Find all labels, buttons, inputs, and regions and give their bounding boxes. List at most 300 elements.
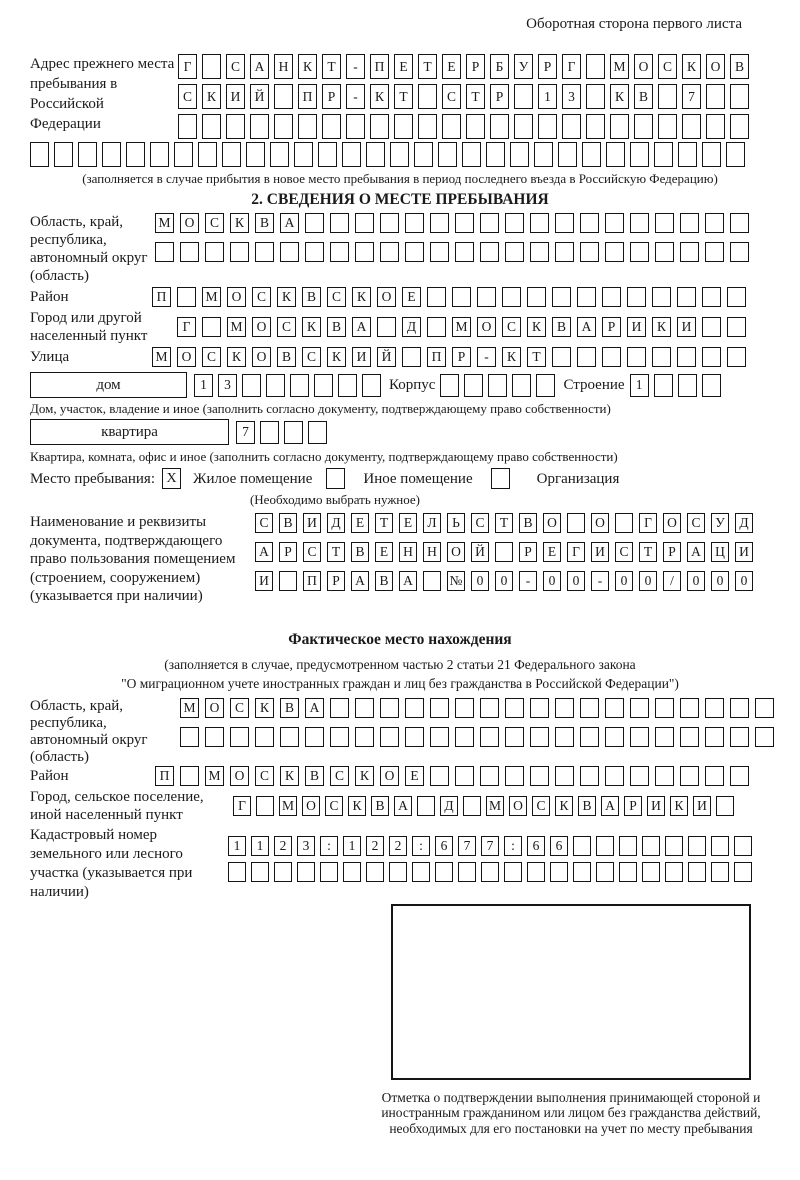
char-cell[interactable] [680, 766, 699, 786]
char-cell[interactable] [202, 54, 221, 79]
char-cell[interactable]: : [504, 836, 522, 856]
char-cell[interactable]: В [552, 317, 571, 337]
char-cell[interactable] [438, 142, 457, 167]
char-cell[interactable]: 0 [687, 571, 705, 591]
char-cell[interactable] [642, 836, 660, 856]
char-cell[interactable]: П [303, 571, 321, 591]
char-cell[interactable] [226, 114, 245, 139]
char-cell[interactable] [228, 862, 246, 882]
char-cell[interactable] [512, 374, 531, 397]
char-cell[interactable]: А [577, 317, 596, 337]
char-cell[interactable] [652, 287, 671, 307]
char-cell[interactable]: / [663, 571, 681, 591]
char-cell[interactable] [505, 727, 524, 747]
char-cell[interactable]: Р [452, 347, 471, 367]
char-cell[interactable] [174, 142, 193, 167]
char-cell[interactable] [755, 698, 774, 718]
char-cell[interactable] [577, 287, 596, 307]
char-cell[interactable] [605, 242, 624, 262]
char-cell[interactable] [702, 142, 721, 167]
district-row[interactable] [152, 287, 746, 307]
char-cell[interactable] [726, 142, 745, 167]
char-cell[interactable] [423, 571, 441, 591]
char-cell[interactable]: С [230, 698, 249, 718]
char-cell[interactable] [573, 862, 591, 882]
char-cell[interactable]: С [303, 542, 321, 562]
char-cell[interactable] [343, 862, 361, 882]
fact-city-row[interactable] [233, 796, 734, 816]
char-cell[interactable]: С [226, 54, 245, 79]
char-cell[interactable]: В [305, 766, 324, 786]
char-cell[interactable]: О [477, 317, 496, 337]
char-cell[interactable] [256, 796, 274, 816]
char-cell[interactable] [308, 421, 327, 444]
char-cell[interactable] [580, 242, 599, 262]
char-cell[interactable] [586, 54, 605, 79]
char-cell[interactable] [555, 727, 574, 747]
char-cell[interactable]: 1 [343, 836, 361, 856]
char-cell[interactable] [727, 317, 746, 337]
char-cell[interactable] [702, 287, 721, 307]
char-cell[interactable] [150, 142, 169, 167]
char-cell[interactable]: И [693, 796, 711, 816]
char-cell[interactable]: Г [639, 513, 657, 533]
apartment-row[interactable] [236, 421, 327, 444]
char-cell[interactable] [280, 727, 299, 747]
char-cell[interactable] [380, 727, 399, 747]
char-cell[interactable]: А [394, 796, 412, 816]
char-cell[interactable] [418, 84, 437, 109]
char-cell[interactable] [274, 84, 293, 109]
char-cell[interactable] [430, 698, 449, 718]
char-cell[interactable] [555, 242, 574, 262]
char-cell[interactable] [377, 317, 396, 337]
char-cell[interactable] [705, 242, 724, 262]
char-cell[interactable] [705, 766, 724, 786]
char-cell[interactable] [417, 796, 435, 816]
char-cell[interactable]: М [227, 317, 246, 337]
char-cell[interactable]: О [205, 698, 224, 718]
char-cell[interactable] [530, 213, 549, 233]
char-cell[interactable]: О [447, 542, 465, 562]
char-cell[interactable] [322, 114, 341, 139]
char-cell[interactable]: С [255, 766, 274, 786]
korpus-row[interactable] [440, 374, 555, 397]
char-cell[interactable]: Т [418, 54, 437, 79]
char-cell[interactable]: К [355, 766, 374, 786]
char-cell[interactable]: С [471, 513, 489, 533]
char-cell[interactable] [242, 374, 261, 397]
char-cell[interactable]: П [427, 347, 446, 367]
char-cell[interactable]: С [255, 513, 273, 533]
char-cell[interactable] [305, 213, 324, 233]
char-cell[interactable]: Г [177, 317, 196, 337]
char-cell[interactable] [320, 862, 338, 882]
char-cell[interactable] [680, 698, 699, 718]
char-cell[interactable]: Г [178, 54, 197, 79]
char-cell[interactable]: О [380, 766, 399, 786]
char-cell[interactable] [205, 727, 224, 747]
char-cell[interactable] [342, 142, 361, 167]
char-cell[interactable] [727, 287, 746, 307]
char-cell[interactable] [205, 242, 224, 262]
char-cell[interactable] [627, 287, 646, 307]
char-cell[interactable]: 0 [735, 571, 753, 591]
char-cell[interactable] [435, 862, 453, 882]
char-cell[interactable]: С [658, 54, 677, 79]
char-cell[interactable]: 2 [366, 836, 384, 856]
char-cell[interactable]: В [371, 796, 389, 816]
char-cell[interactable]: В [634, 84, 653, 109]
char-cell[interactable] [688, 862, 706, 882]
char-cell[interactable] [427, 317, 446, 337]
char-cell[interactable] [680, 213, 699, 233]
char-cell[interactable] [177, 287, 196, 307]
char-cell[interactable] [455, 213, 474, 233]
char-cell[interactable]: Д [440, 796, 458, 816]
char-cell[interactable] [394, 114, 413, 139]
char-cell[interactable]: Б [490, 54, 509, 79]
char-cell[interactable]: Г [567, 542, 585, 562]
char-cell[interactable] [555, 698, 574, 718]
char-cell[interactable]: 6 [527, 836, 545, 856]
char-cell[interactable] [655, 698, 674, 718]
char-cell[interactable] [510, 142, 529, 167]
char-cell[interactable] [655, 213, 674, 233]
char-cell[interactable]: А [250, 54, 269, 79]
char-cell[interactable]: С [615, 542, 633, 562]
char-cell[interactable]: Т [495, 513, 513, 533]
char-cell[interactable] [430, 727, 449, 747]
char-cell[interactable]: О [302, 796, 320, 816]
char-cell[interactable]: В [730, 54, 749, 79]
char-cell[interactable]: В [327, 317, 346, 337]
char-cell[interactable] [442, 114, 461, 139]
char-cell[interactable] [705, 698, 724, 718]
char-cell[interactable] [550, 862, 568, 882]
char-cell[interactable] [530, 242, 549, 262]
char-cell[interactable]: 2 [389, 836, 407, 856]
char-cell[interactable]: В [277, 347, 296, 367]
char-cell[interactable]: 2 [274, 836, 292, 856]
char-cell[interactable] [605, 727, 624, 747]
house-number-row[interactable] [194, 374, 381, 397]
char-cell[interactable] [338, 374, 357, 397]
char-cell[interactable]: 7 [458, 836, 476, 856]
char-cell[interactable]: А [305, 698, 324, 718]
char-cell[interactable]: Н [274, 54, 293, 79]
char-cell[interactable]: М [610, 54, 629, 79]
char-cell[interactable] [414, 142, 433, 167]
char-cell[interactable] [480, 727, 499, 747]
char-cell[interactable]: К [230, 213, 249, 233]
char-cell[interactable]: Т [394, 84, 413, 109]
char-cell[interactable] [305, 727, 324, 747]
char-cell[interactable]: Е [399, 513, 417, 533]
char-cell[interactable] [582, 142, 601, 167]
char-cell[interactable]: С [178, 84, 197, 109]
stay-option-other-checkbox[interactable] [326, 468, 345, 489]
char-cell[interactable]: 0 [639, 571, 657, 591]
char-cell[interactable] [298, 114, 317, 139]
char-cell[interactable] [567, 513, 585, 533]
char-cell[interactable] [78, 142, 97, 167]
char-cell[interactable] [405, 698, 424, 718]
char-cell[interactable] [102, 142, 121, 167]
char-cell[interactable]: С [277, 317, 296, 337]
char-cell[interactable] [202, 317, 221, 337]
char-cell[interactable]: 0 [543, 571, 561, 591]
char-cell[interactable] [270, 142, 289, 167]
char-cell[interactable] [440, 374, 459, 397]
char-cell[interactable]: С [325, 796, 343, 816]
char-cell[interactable] [577, 347, 596, 367]
char-cell[interactable] [481, 862, 499, 882]
char-cell[interactable] [405, 213, 424, 233]
char-cell[interactable] [716, 796, 734, 816]
stay-option-organization-checkbox[interactable] [491, 468, 510, 489]
char-cell[interactable] [462, 142, 481, 167]
char-cell[interactable] [605, 698, 624, 718]
char-cell[interactable]: К [352, 287, 371, 307]
char-cell[interactable] [284, 421, 303, 444]
char-cell[interactable]: С [302, 347, 321, 367]
char-cell[interactable] [730, 727, 749, 747]
char-cell[interactable]: Й [377, 347, 396, 367]
char-cell[interactable] [706, 84, 725, 109]
char-cell[interactable] [552, 287, 571, 307]
char-cell[interactable]: В [279, 513, 297, 533]
char-cell[interactable]: И [255, 571, 273, 591]
char-cell[interactable] [180, 766, 199, 786]
char-cell[interactable] [250, 114, 269, 139]
char-cell[interactable] [730, 242, 749, 262]
char-cell[interactable] [279, 571, 297, 591]
char-cell[interactable] [455, 766, 474, 786]
char-cell[interactable] [527, 862, 545, 882]
char-cell[interactable]: К [202, 84, 221, 109]
char-cell[interactable]: 0 [471, 571, 489, 591]
char-cell[interactable] [654, 374, 673, 397]
char-cell[interactable] [573, 836, 591, 856]
char-cell[interactable]: Ь [447, 513, 465, 533]
char-cell[interactable] [755, 727, 774, 747]
char-cell[interactable]: С [202, 347, 221, 367]
char-cell[interactable]: 0 [711, 571, 729, 591]
char-cell[interactable]: В [280, 698, 299, 718]
char-cell[interactable] [495, 542, 513, 562]
char-cell[interactable] [464, 374, 483, 397]
char-cell[interactable] [580, 698, 599, 718]
char-cell[interactable] [366, 142, 385, 167]
char-cell[interactable]: Е [402, 287, 421, 307]
char-cell[interactable]: Т [375, 513, 393, 533]
char-cell[interactable] [180, 727, 199, 747]
char-cell[interactable] [488, 374, 507, 397]
char-cell[interactable] [126, 142, 145, 167]
char-cell[interactable]: П [370, 54, 389, 79]
char-cell[interactable]: - [477, 347, 496, 367]
char-cell[interactable] [730, 84, 749, 109]
char-cell[interactable]: 7 [236, 421, 255, 444]
char-cell[interactable] [30, 142, 49, 167]
char-cell[interactable]: В [302, 287, 321, 307]
char-cell[interactable]: И [627, 317, 646, 337]
char-cell[interactable] [530, 698, 549, 718]
stroenie-row[interactable] [630, 374, 721, 397]
char-cell[interactable] [505, 698, 524, 718]
char-cell[interactable] [514, 114, 533, 139]
region-row-1[interactable] [155, 213, 749, 233]
char-cell[interactable]: К [298, 54, 317, 79]
char-cell[interactable] [389, 862, 407, 882]
char-cell[interactable] [655, 242, 674, 262]
char-cell[interactable]: М [279, 796, 297, 816]
char-cell[interactable] [370, 114, 389, 139]
document-row-1[interactable] [255, 513, 753, 533]
char-cell[interactable]: А [255, 542, 273, 562]
char-cell[interactable] [530, 766, 549, 786]
char-cell[interactable]: Р [538, 54, 557, 79]
char-cell[interactable]: Ц [711, 542, 729, 562]
char-cell[interactable]: О [543, 513, 561, 533]
char-cell[interactable] [480, 242, 499, 262]
char-cell[interactable]: М [486, 796, 504, 816]
char-cell[interactable] [665, 836, 683, 856]
char-cell[interactable]: К [527, 317, 546, 337]
char-cell[interactable] [455, 727, 474, 747]
char-cell[interactable]: К [370, 84, 389, 109]
char-cell[interactable]: К [682, 54, 701, 79]
char-cell[interactable] [230, 727, 249, 747]
char-cell[interactable]: К [227, 347, 246, 367]
char-cell[interactable] [665, 862, 683, 882]
char-cell[interactable]: 0 [615, 571, 633, 591]
char-cell[interactable]: С [252, 287, 271, 307]
char-cell[interactable]: 6 [550, 836, 568, 856]
char-cell[interactable]: 7 [481, 836, 499, 856]
char-cell[interactable] [458, 862, 476, 882]
char-cell[interactable] [605, 213, 624, 233]
char-cell[interactable] [355, 242, 374, 262]
char-cell[interactable] [658, 114, 677, 139]
char-cell[interactable]: - [519, 571, 537, 591]
char-cell[interactable] [330, 213, 349, 233]
char-cell[interactable]: В [351, 542, 369, 562]
char-cell[interactable] [380, 698, 399, 718]
char-cell[interactable] [380, 242, 399, 262]
char-cell[interactable] [405, 727, 424, 747]
char-cell[interactable]: 1 [194, 374, 213, 397]
char-cell[interactable]: К [652, 317, 671, 337]
char-cell[interactable] [586, 114, 605, 139]
char-cell[interactable] [630, 142, 649, 167]
char-cell[interactable]: К [348, 796, 366, 816]
char-cell[interactable]: Н [399, 542, 417, 562]
char-cell[interactable] [280, 242, 299, 262]
char-cell[interactable] [490, 114, 509, 139]
char-cell[interactable] [418, 114, 437, 139]
char-cell[interactable] [314, 374, 333, 397]
char-cell[interactable] [734, 836, 752, 856]
char-cell[interactable] [682, 114, 701, 139]
char-cell[interactable] [727, 347, 746, 367]
char-cell[interactable] [538, 114, 557, 139]
char-cell[interactable]: Д [402, 317, 421, 337]
fact-district-row[interactable] [155, 766, 749, 786]
char-cell[interactable] [297, 862, 315, 882]
char-cell[interactable] [688, 836, 706, 856]
char-cell[interactable] [580, 727, 599, 747]
char-cell[interactable]: С [687, 513, 705, 533]
char-cell[interactable]: И [352, 347, 371, 367]
street-row[interactable] [152, 347, 746, 367]
char-cell[interactable] [330, 242, 349, 262]
char-cell[interactable] [655, 727, 674, 747]
char-cell[interactable]: К [302, 317, 321, 337]
char-cell[interactable]: Р [279, 542, 297, 562]
char-cell[interactable]: А [601, 796, 619, 816]
char-cell[interactable] [505, 213, 524, 233]
char-cell[interactable] [711, 836, 729, 856]
char-cell[interactable]: 7 [682, 84, 701, 109]
region-row-2[interactable] [155, 242, 749, 262]
char-cell[interactable] [596, 862, 614, 882]
char-cell[interactable] [355, 698, 374, 718]
char-cell[interactable] [627, 347, 646, 367]
char-cell[interactable]: Р [327, 571, 345, 591]
char-cell[interactable] [294, 142, 313, 167]
char-cell[interactable]: К [280, 766, 299, 786]
char-cell[interactable] [580, 213, 599, 233]
char-cell[interactable] [305, 242, 324, 262]
char-cell[interactable]: Т [322, 54, 341, 79]
char-cell[interactable]: 3 [297, 836, 315, 856]
cadastre-row-2[interactable] [228, 862, 752, 882]
char-cell[interactable] [255, 242, 274, 262]
char-cell[interactable] [596, 836, 614, 856]
char-cell[interactable]: 3 [562, 84, 581, 109]
char-cell[interactable] [455, 242, 474, 262]
char-cell[interactable] [355, 213, 374, 233]
char-cell[interactable]: А [687, 542, 705, 562]
char-cell[interactable]: В [578, 796, 596, 816]
char-cell[interactable] [702, 347, 721, 367]
char-cell[interactable]: О [663, 513, 681, 533]
char-cell[interactable] [702, 374, 721, 397]
fact-region-row-1[interactable] [180, 698, 774, 718]
char-cell[interactable] [255, 727, 274, 747]
char-cell[interactable]: - [591, 571, 609, 591]
char-cell[interactable] [427, 287, 446, 307]
char-cell[interactable]: И [591, 542, 609, 562]
char-cell[interactable]: О [177, 347, 196, 367]
char-cell[interactable] [555, 213, 574, 233]
char-cell[interactable] [705, 213, 724, 233]
char-cell[interactable]: Д [735, 513, 753, 533]
char-cell[interactable] [615, 513, 633, 533]
char-cell[interactable]: Р [519, 542, 537, 562]
char-cell[interactable] [530, 727, 549, 747]
char-cell[interactable]: Т [327, 542, 345, 562]
char-cell[interactable] [430, 242, 449, 262]
char-cell[interactable] [290, 374, 309, 397]
char-cell[interactable] [580, 766, 599, 786]
char-cell[interactable]: О [252, 317, 271, 337]
document-row-3[interactable] [255, 571, 753, 591]
char-cell[interactable] [514, 84, 533, 109]
char-cell[interactable] [552, 347, 571, 367]
